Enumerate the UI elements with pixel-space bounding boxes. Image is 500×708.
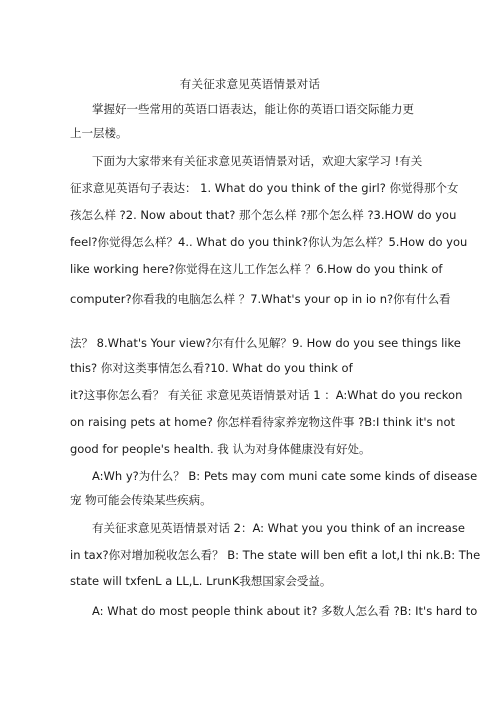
text-line: in tax?你对增加税收怎么看？ B: The state will ben efit a lot,I thi nk.B: The [70, 548, 481, 562]
text-line: 掌握好一些常用的英语口语表达，能让你的英语口语交际能力更 [92, 102, 414, 116]
text-line: 征求意见英语句子表达： 1. What do you think of the girl? 你觉得那个女 [70, 181, 459, 195]
text-line: on raising pets at home? 你怎样看待家养宠物这件事 ?B:I think it's not [70, 415, 455, 429]
text-line: computer?你看我的电脑怎么样 ？7.What's your op in io n?你有什么看 [70, 292, 451, 306]
text-line: 下面为大家带来有关征求意见英语情景对话，欢迎大家学习 !有关 [92, 154, 423, 168]
text-line: feel?你觉得怎么样？4.. What do you think?你认为怎么样？5.How do you [70, 235, 468, 249]
document-title: 有关征求意见英语情景对话 [179, 77, 321, 91]
text-line: 宠 物可能会传染某些疾病。 [70, 493, 212, 507]
text-line: like working here?你觉得在这儿工作怎么样 ？6.How do you think of [70, 262, 443, 276]
text-line: this? 你对这类事情怎么看?10. What do you think of [70, 361, 353, 375]
text-line: state will txfenL a LL,L. LrunK我想国家会受益。 [70, 574, 332, 588]
text-line: 法？ 8.What's Your view?尔有什么见解？9. How do you see things like [70, 336, 461, 350]
text-line: A:Wh y?为什么？ B: Pets may com muni cate some kinds of disease [92, 469, 478, 483]
text-line: A: What do most people think about it? 多数人怎么看 ?B: It's hard to [92, 604, 478, 618]
text-line: it?这事你怎么看？ 有关征 求意见英语情景对话 1 ：A:What do you reckon [70, 388, 463, 402]
text-line: 有关征求意见英语情景对话 2：A: What you you think of an increase [92, 521, 465, 535]
text-line: 孩怎么样 ?2. Now about that? 那个怎么样 ?那个怎么样 ?3.HOW do you [70, 208, 457, 222]
text-line: good for people's health. 我 认为对身体健康没有好处。 [70, 442, 371, 456]
text-line: 上一层楼。 [70, 126, 128, 140]
